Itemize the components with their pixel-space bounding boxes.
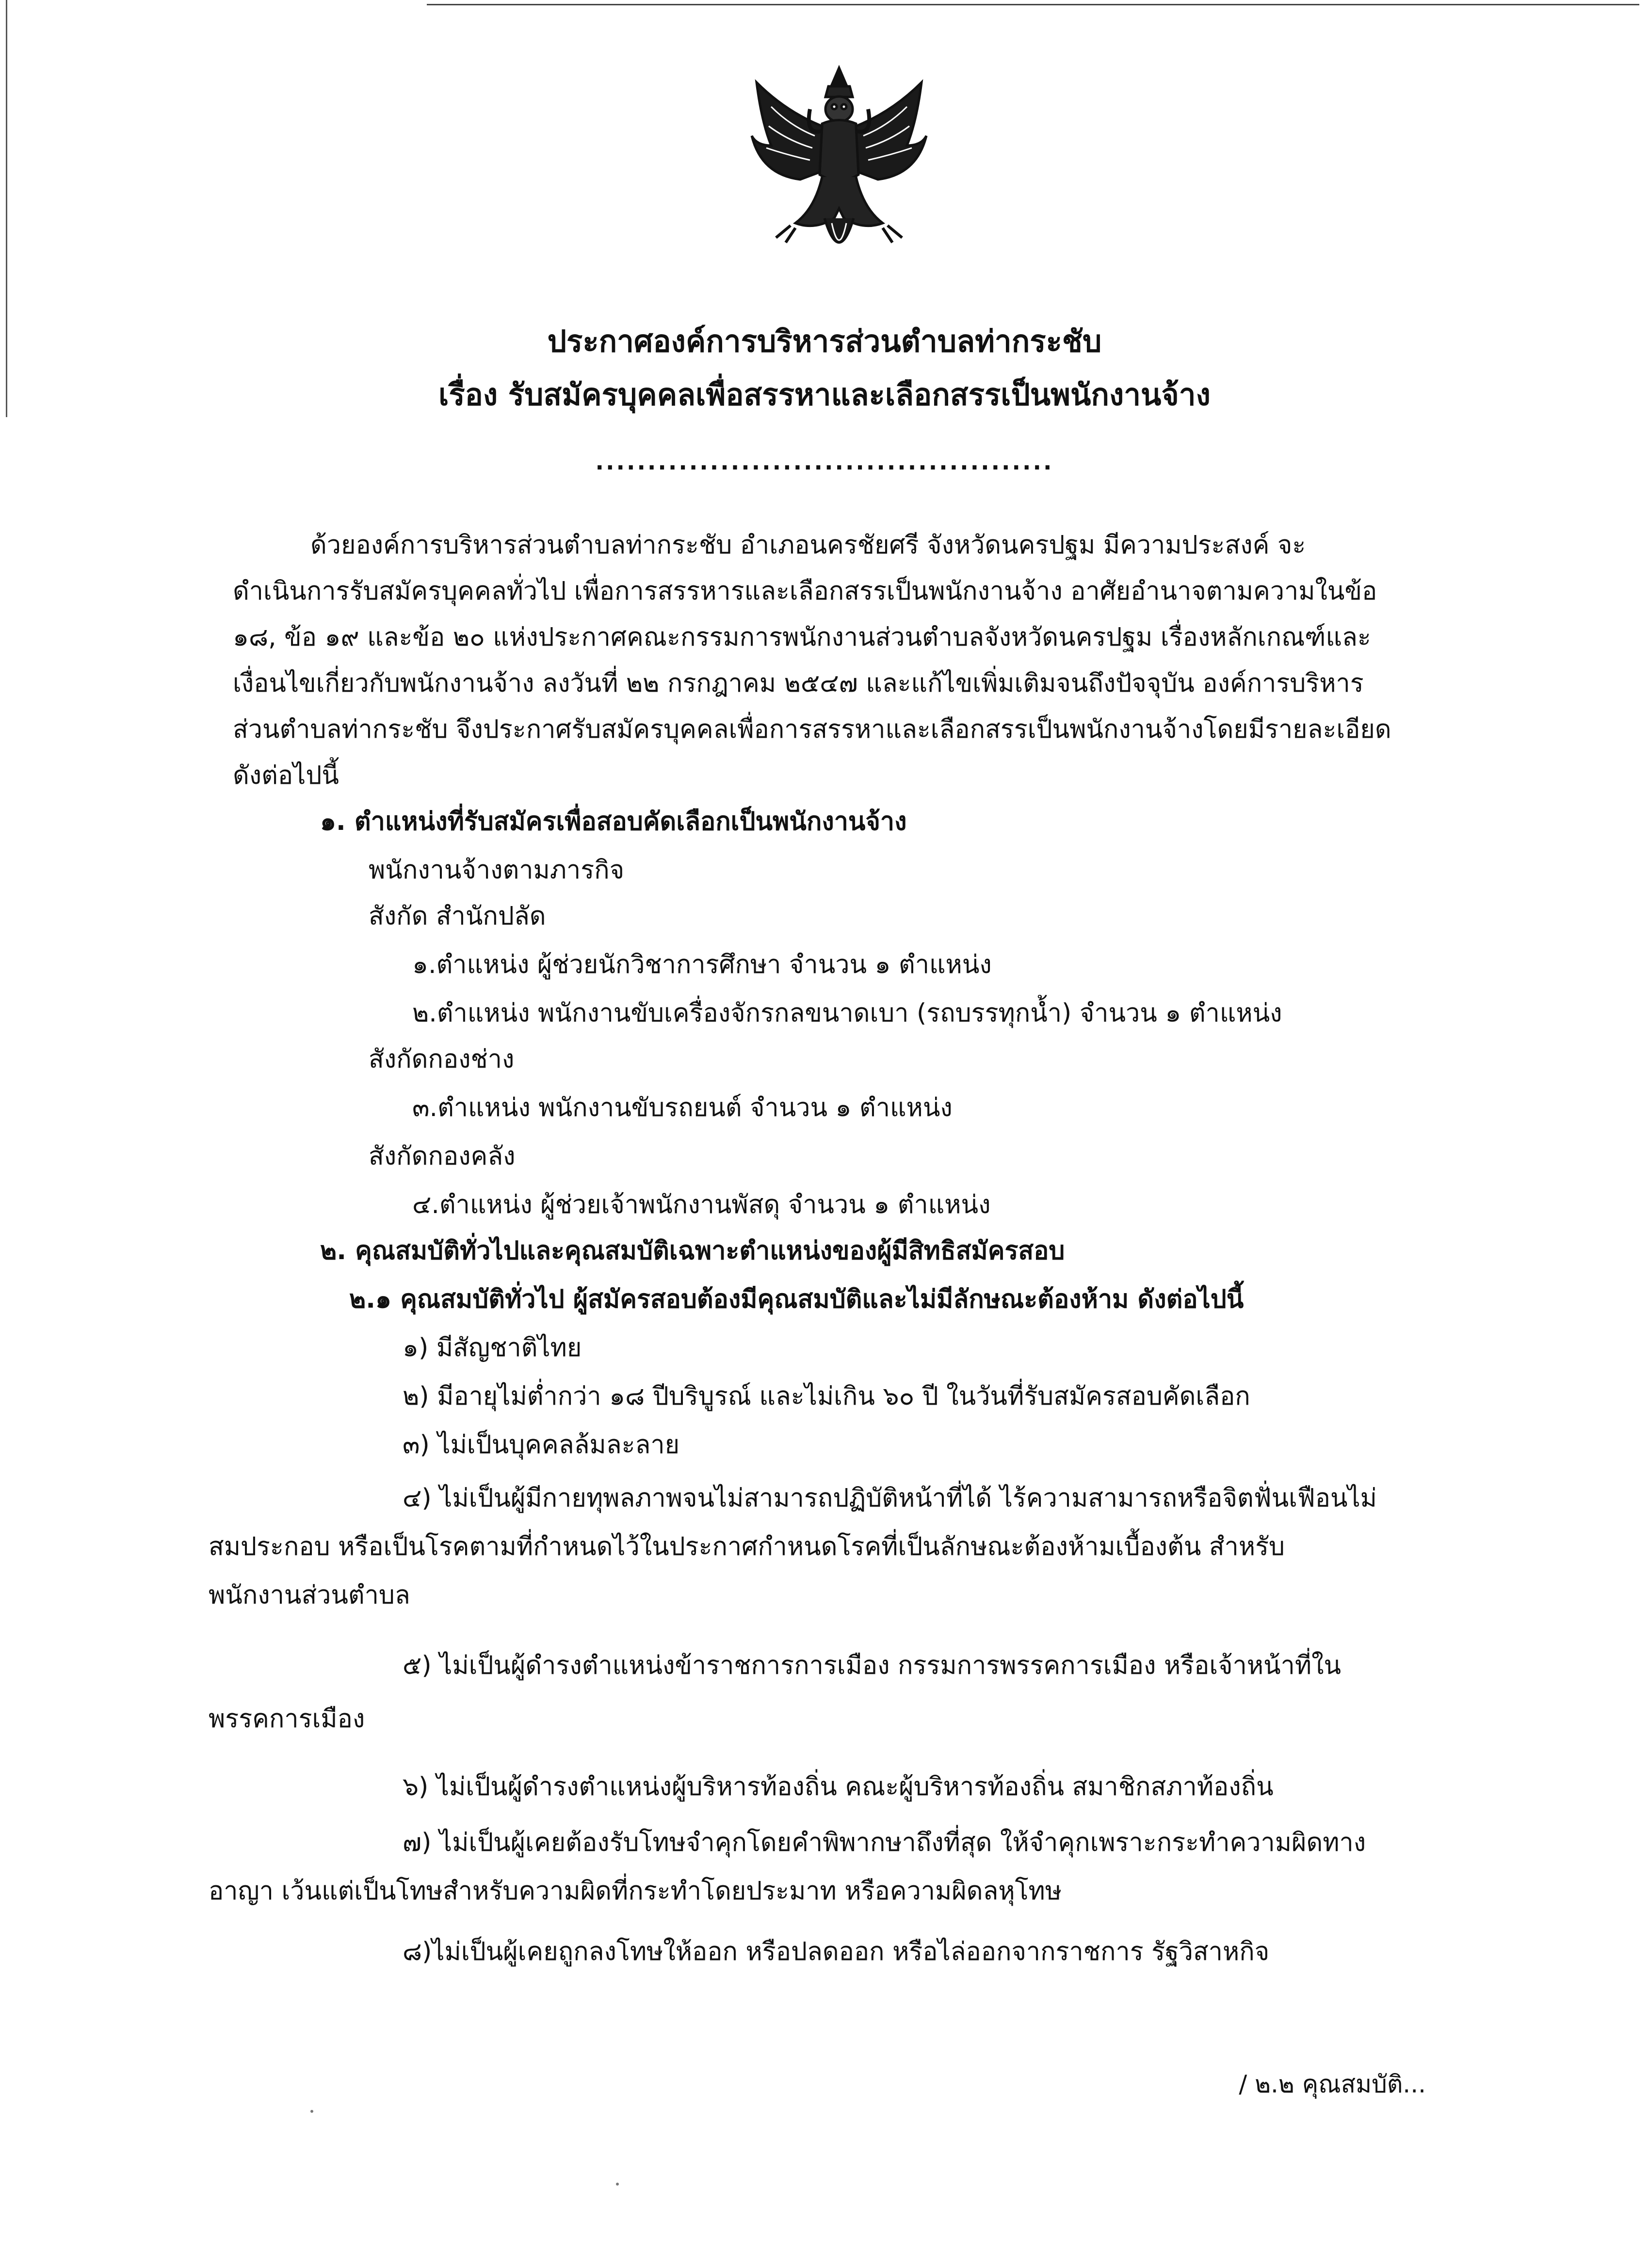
intro-line-2: ดำเนินการรับสมัครบุคคลทั่วไป เพื่อการสรรหารและเลือกสรรเป็นพนักงานจ้าง อาศัยอำนาจตามความในข้อ (233, 577, 1377, 606)
section-2-1-heading: ๒.๑ คุณสมบัติทั่วไป ผู้สมัครสอบต้องมีคุณสมบัติและไม่มีลักษณะต้องห้าม ดังต่อไปนี้ (349, 1285, 1244, 1314)
intro-line-1: ด้วยองค์การบริหารส่วนตำบลท่ากระชับ อำเภอนครชัยศรี จังหวัดนครปฐม มีความประสงค์ จะ (310, 531, 1306, 560)
position-4: ๔.ตำแหน่ง ผู้ช่วยเจ้าพนักงานพัสดุ จำนวน ๑ ตำแหน่ง (412, 1190, 991, 1219)
scan-edge-top (427, 4, 1639, 5)
employee-type: พนักงานจ้างตามภารกิจ (369, 856, 625, 885)
qualification-5-line-1: ๕) ไม่เป็นผู้ดำรงตำแหน่งข้าราชการการเมือง กรรมการพรรคการเมือง หรือเจ้าหน้าที่ใน (403, 1651, 1342, 1680)
qualification-6: ๖) ไม่เป็นผู้ดำรงตำแหน่งผู้บริหารท้องถิ่น คณะผู้บริหารท้องถิ่น สมาชิกสภาท้องถิ่น (403, 1772, 1274, 1801)
qualification-5-line-2: พรรคการเมือง (209, 1704, 365, 1733)
qualification-7-line-1: ๗) ไม่เป็นผู้เคยต้องรับโทษจำคุกโดยคำพิพากษาถึงที่สุด ให้จำคุกเพราะกระทำความผิดทาง (403, 1828, 1366, 1857)
qualification-3: ๓) ไม่เป็นบุคคลล้มละลาย (403, 1430, 680, 1459)
qualification-1: ๑) มีสัญชาติไทย (403, 1333, 582, 1362)
qualification-7-line-2: อาญา เว้นแต่เป็นโทษสำหรับความผิดที่กระทำโดยประมาท หรือความผิดลหุโทษ (209, 1877, 1062, 1906)
section-2-heading: ๒. คุณสมบัติทั่วไปและคุณสมบัติเฉพาะตำแหน่งของผู้มีสิทธิสมัครสอบ (320, 1236, 1065, 1265)
intro-line-6: ดังต่อไปนี้ (233, 761, 339, 790)
announcement-subject: เรื่อง รับสมัครบุคคลเพื่อสรรหาและเลือกสรรเป็นพนักงานจ้าง (438, 377, 1211, 412)
qualification-4-line-3: พนักงานส่วนตำบล (209, 1581, 410, 1610)
section-1-heading: ๑. ตำแหน่งที่รับสมัครเพื่อสอบคัดเลือกเป็นพนักงานจ้าง (320, 807, 907, 836)
qualification-4-line-1: ๔) ไม่เป็นผู้มีกายทุพลภาพจนไม่สามารถปฏิบัติหน้าที่ได้ ไร้ความสามารถหรือจิตฟั่นเฟือนไม่ (403, 1484, 1377, 1513)
continuation-note: / ๒.๒ คุณสมบัติ... (1239, 2070, 1426, 2098)
scan-speck (616, 2183, 619, 2186)
qualification-8: ๘)ไม่เป็นผู้เคยถูกลงโทษให้ออก หรือปลดออก หรือไล่ออกจากราชการ รัฐวิสาหกิจ (403, 1937, 1270, 1966)
garuda-emblem-icon (742, 63, 936, 276)
unit-finance: สังกัดกองคลัง (369, 1142, 516, 1171)
position-2: ๒.ตำแหน่ง พนักงานขับเครื่องจักรกลขนาดเบา (รถบรรทุกน้ำ) จำนวน ๑ ตำแหน่ง (412, 999, 1282, 1028)
intro-line-5: ส่วนตำบลท่ากระชับ จึงประกาศรับสมัครบุคคลเพื่อการสรรหาและเลือกสรรเป็นพนักงานจ้างโดยมีรายละเอียด (233, 715, 1391, 744)
position-3: ๓.ตำแหน่ง พนักงานขับรถยนต์ จำนวน ๑ ตำแหน่ง (412, 1093, 953, 1122)
unit-engineering: สังกัดกองช่าง (369, 1045, 515, 1074)
announcement-title: ประกาศองค์การบริหารส่วนตำบลท่ากระชับ (547, 324, 1102, 359)
intro-line-3: ๑๘, ข้อ ๑๙ และข้อ ๒๐ แห่งประกาศคณะกรรมการพนักงานส่วนตำบลจังหวัดนครปฐม เรื่องหลักเกณฑ์และ (233, 623, 1371, 652)
unit-office: สังกัด สำนักปลัด (369, 902, 546, 931)
position-1: ๑.ตำแหน่ง ผู้ช่วยนักวิชาการศึกษา จำนวน ๑ ตำแหน่ง (412, 950, 992, 979)
intro-line-4: เงื่อนไขเกี่ยวกับพนักงานจ้าง ลงวันที่ ๒๒ กรกฎาคม ๒๕๔๗ และแก้ไขเพิ่มเติมจนถึงปัจจุบัน องค์การบริหาร (233, 669, 1364, 698)
qualification-4-line-2: สมประกอบ หรือเป็นโรคตามที่กำหนดไว้ในประกาศกำหนดโรคที่เป็นลักษณะต้องห้ามเบื้องต้น สำหรับ (209, 1532, 1285, 1561)
qualification-2: ๒) มีอายุไม่ต่ำกว่า ๑๘ ปีบริบูรณ์ และไม่เกิน ๖๐ ปี ในวันที่รับสมัครสอบคัดเลือก (403, 1382, 1250, 1411)
scan-speck (310, 2110, 313, 2113)
separator-dots: ............................................ (595, 449, 1054, 475)
